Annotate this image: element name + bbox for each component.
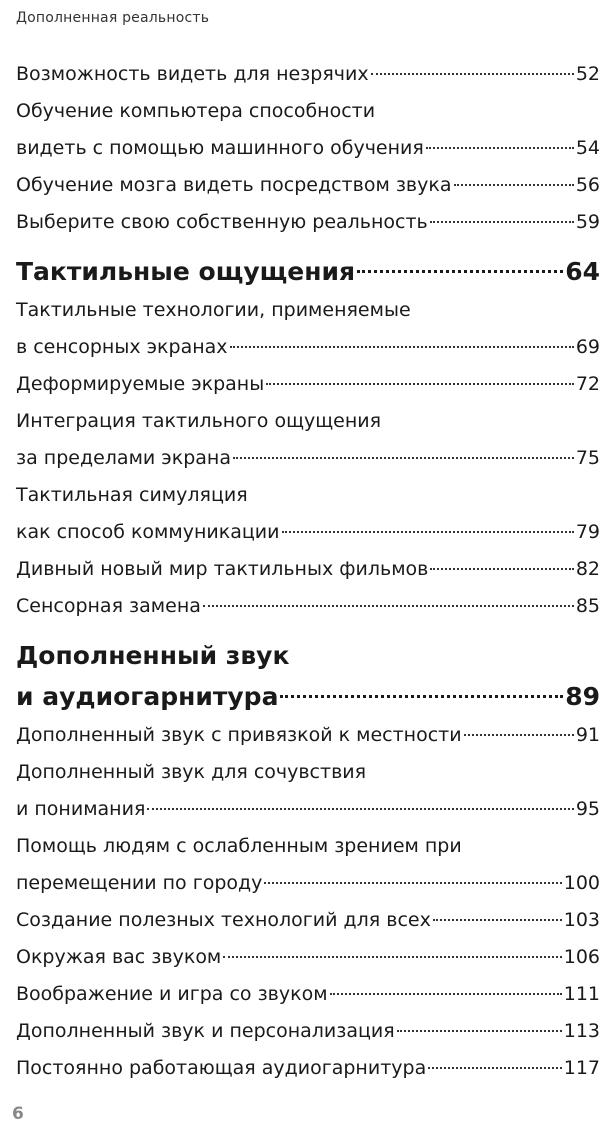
toc-page-number: 75 — [575, 447, 600, 469]
dot-leader — [430, 567, 573, 570]
toc-entry-line[interactable] — [16, 865, 600, 902]
toc-entry-title: Сенсорная замена — [16, 595, 201, 617]
toc-entry-line[interactable] — [16, 204, 600, 241]
toc-entry-line[interactable] — [16, 754, 600, 791]
toc-entry-line[interactable] — [16, 1013, 600, 1050]
toc-page-number: 117 — [563, 1057, 600, 1079]
toc-entry-title: и понимания — [16, 798, 146, 820]
toc-entry-line[interactable] — [16, 791, 600, 828]
toc-entry-title: и аудиогарнитура — [16, 682, 279, 711]
toc-entry-line[interactable] — [16, 440, 600, 477]
toc-page-number: 103 — [563, 909, 600, 931]
toc-entry-title: Дополненный звук с привязкой к местности — [16, 724, 462, 746]
dot-leader — [282, 530, 574, 533]
toc-entry-line[interactable] — [16, 976, 600, 1013]
toc-entry-line[interactable] — [16, 403, 600, 440]
toc-page-number: 52 — [575, 63, 600, 85]
toc-entry-title: Обучение мозга видеть посредством звука — [16, 174, 452, 196]
toc-page-number: 89 — [565, 682, 600, 711]
toc-entry-title: Дополненный звук и персонализация — [16, 1020, 395, 1042]
dot-leader — [266, 382, 574, 385]
toc-entry-title: Интеграция тактильного ощущения — [16, 410, 382, 432]
toc-entry-title: Деформируемые экраны — [16, 373, 265, 395]
running-header: Дополненная реальность — [16, 10, 210, 26]
toc-entry-title: видеть с помощью машинного обучения — [16, 137, 424, 159]
dot-leader — [433, 918, 562, 921]
toc-entry-title: Обучение компьютера способности — [16, 100, 376, 122]
toc-entry-title: Дополненный звук для сочувствия — [16, 761, 367, 783]
toc-page-number: 95 — [575, 798, 600, 820]
toc-entry-line[interactable] — [16, 939, 600, 976]
toc-page-number: 100 — [563, 872, 600, 894]
dot-leader — [430, 220, 574, 223]
toc-page-number: 59 — [575, 211, 600, 233]
dot-leader — [397, 1029, 562, 1032]
toc-entry-line[interactable] — [16, 514, 600, 551]
toc-entry-title: Тактильные ощущения — [16, 257, 356, 286]
toc-page-number: 69 — [575, 336, 600, 358]
toc-page-number: 56 — [575, 174, 600, 196]
dot-leader — [223, 955, 561, 958]
toc-entry-title: Тактильные технологии, применяемые — [16, 299, 411, 321]
dot-leader — [280, 694, 563, 698]
toc-entry-line[interactable] — [16, 1050, 600, 1087]
toc-entry-line[interactable] — [16, 130, 600, 167]
dot-leader — [428, 1066, 562, 1069]
toc-chapter-line[interactable] — [16, 676, 600, 717]
toc-entry-title: перемещении по городу — [16, 872, 263, 894]
toc-entry-title: Возможность видеть для незрячих — [16, 63, 369, 85]
toc-entry-line[interactable] — [16, 329, 600, 366]
toc-entry-line[interactable] — [16, 292, 600, 329]
toc-entry-line[interactable] — [16, 56, 600, 93]
dot-leader — [330, 992, 562, 995]
toc-chapter-line[interactable] — [16, 635, 600, 676]
toc-entry-title: за пределами экрана — [16, 447, 231, 469]
toc-page-number: 91 — [575, 724, 600, 746]
toc-entry-title: как способ коммуникации — [16, 521, 280, 543]
dot-leader — [233, 456, 574, 459]
toc-entry-title: Постоянно работающая аудиогарнитура — [16, 1057, 427, 1079]
toc-page-number: 113 — [563, 1020, 600, 1042]
toc-page-number: 64 — [565, 257, 600, 286]
toc-entry-line[interactable] — [16, 828, 600, 865]
page-number: 6 — [12, 1104, 24, 1124]
section-gap — [16, 625, 600, 635]
dot-leader — [357, 269, 563, 273]
toc-entry-line[interactable] — [16, 588, 600, 625]
table-of-contents — [16, 56, 600, 1087]
toc-entry-title: Помощь людям с ослабленным зрением при — [16, 835, 462, 857]
toc-chapter-line[interactable] — [16, 251, 600, 292]
toc-entry-line[interactable] — [16, 477, 600, 514]
toc-page-number: 72 — [575, 373, 600, 395]
dot-leader — [371, 72, 574, 75]
toc-page-number: 79 — [575, 521, 600, 543]
toc-entry-title: Окружая вас звуком — [16, 946, 222, 968]
toc-page-number: 111 — [563, 983, 600, 1005]
toc-page-number: 106 — [563, 946, 600, 968]
toc-entry-title: Дополненный звук — [16, 641, 290, 670]
toc-entry-line[interactable] — [16, 902, 600, 939]
dot-leader — [230, 345, 574, 348]
toc-entry-title: в сенсорных экранах — [16, 336, 228, 358]
dot-leader — [147, 807, 573, 810]
toc-entry-line[interactable] — [16, 551, 600, 588]
dot-leader — [464, 733, 574, 736]
dot-leader — [264, 881, 561, 884]
toc-entry-line[interactable] — [16, 93, 600, 130]
toc-entry-line[interactable] — [16, 717, 600, 754]
toc-entry-title: Дивный новый мир тактильных фильмов — [16, 558, 429, 580]
toc-entry-line[interactable] — [16, 366, 600, 403]
dot-leader — [454, 183, 574, 186]
dot-leader — [203, 604, 574, 607]
dot-leader — [426, 146, 574, 149]
toc-entry-title: Создание полезных технологий для всех — [16, 909, 431, 931]
toc-entry-line[interactable] — [16, 167, 600, 204]
toc-page-number: 54 — [575, 137, 600, 159]
section-gap — [16, 241, 600, 251]
toc-page-number: 82 — [575, 558, 600, 580]
toc-entry-title: Тактильная симуляция — [16, 484, 248, 506]
toc-page-number: 85 — [575, 595, 600, 617]
toc-entry-title: Выберите свою собственную реальность — [16, 211, 428, 233]
toc-entry-title: Воображение и игра со звуком — [16, 983, 328, 1005]
